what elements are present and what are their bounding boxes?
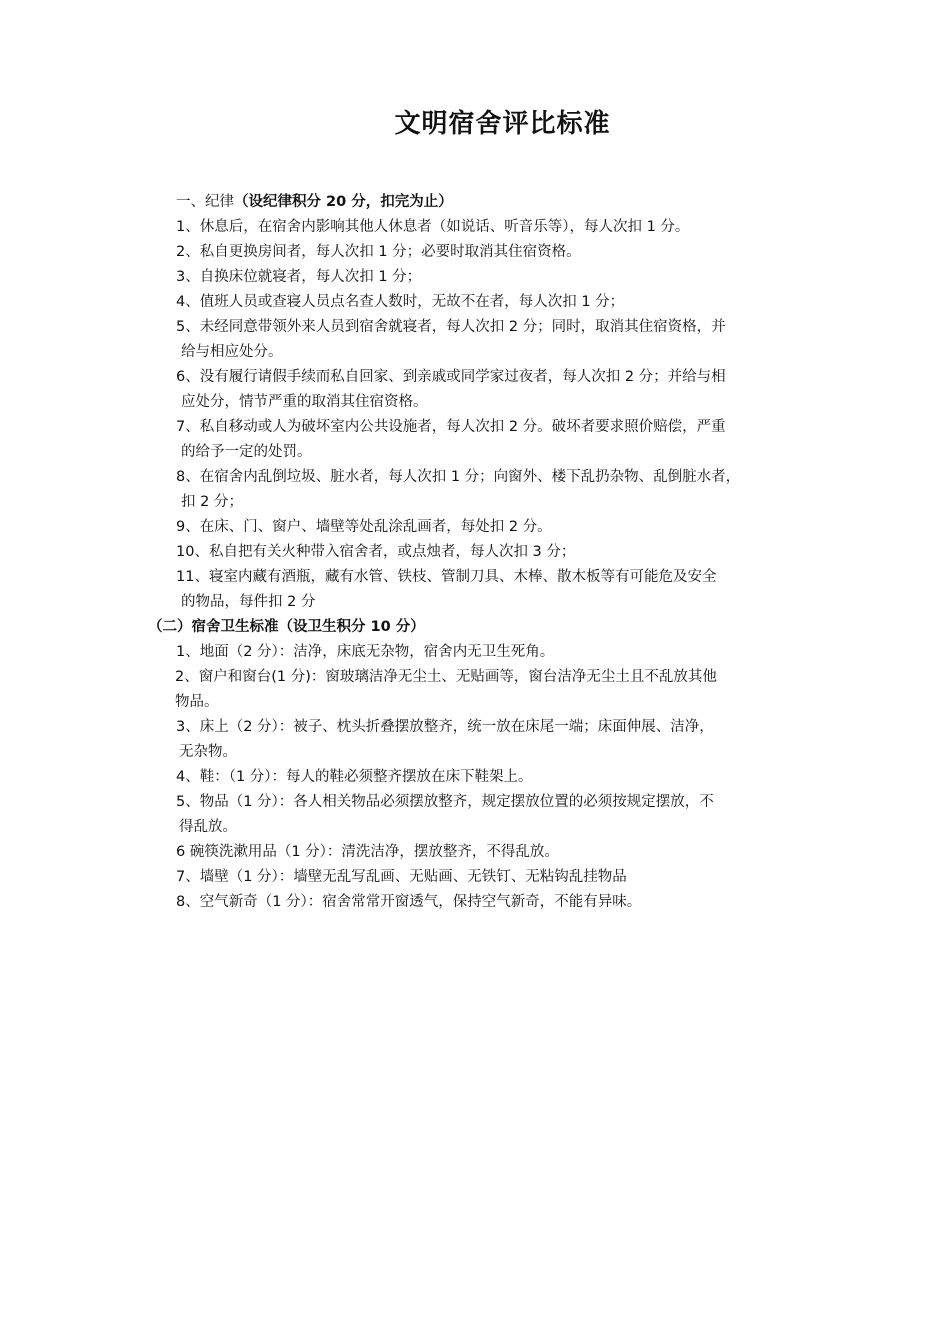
list-item-continuation: 扣 2 分； bbox=[181, 494, 243, 510]
list-item: 6 碗筷洗漱用品（1 分）：清洗洁净，摆放整齐，不得乱放。 bbox=[176, 844, 559, 860]
list-item: 7、墙壁（1 分）：墙壁无乱写乱画、无贴画、无铁钉、无粘钩乱挂物品 bbox=[176, 869, 627, 885]
list-item: 11、寝室内藏有酒瓶，藏有水管、铁枝、管制刀具、木棒、散木板等有可能危及安全 bbox=[176, 569, 717, 585]
section-heading-discipline bbox=[148, 190, 828, 215]
list-item: 3、自换床位就寝者，每人次扣 1 分； bbox=[176, 269, 422, 285]
section-heading-hygiene: （二）宿舍卫生标准（设卫生积分 10 分） bbox=[148, 619, 425, 635]
document-body bbox=[148, 190, 828, 915]
list-item-continuation: 得乱放。 bbox=[179, 819, 237, 835]
section-heading-prefix: 一、纪律 bbox=[176, 194, 234, 210]
list-item: 1、休息后，在宿舍内影响其他人休息者（如说话、听音乐等），每人次扣 1 分。 bbox=[176, 219, 690, 235]
list-item: 8、在宿舍内乱倒垃圾、脏水者，每人次扣 1 分；向窗外、楼下乱扔杂物、乱倒脏水者， bbox=[176, 469, 741, 485]
list-item: 1、地面（2 分）：洁净，床底无杂物，宿舍内无卫生死角。 bbox=[176, 644, 555, 660]
list-item: 5、未经同意带领外来人员到宿舍就寝者，每人次扣 2 分；同时，取消其住宿资格，并 bbox=[176, 319, 726, 335]
list-item: 3、床上（2 分）：被子、枕头折叠摆放整齐，统一放在床尾一端；床面伸展、洁净， bbox=[176, 719, 714, 735]
list-item: 2、窗户和窗台(1 分)：窗玻璃洁净无尘土、无贴画等，窗台洁净无尘土且不乱放其他 bbox=[175, 669, 717, 685]
list-item: 5、物品（1 分）：各人相关物品必须摆放整齐，规定摆放位置的必须按规定摆放，不 bbox=[176, 794, 714, 810]
list-item: 6、没有履行请假手续而私自回家、到亲戚或同学家过夜者，每人次扣 2 分；并给与相 bbox=[176, 369, 726, 385]
list-item: 7、私自移动或人为破坏室内公共设施者，每人次扣 2 分。破坏者要求照价赔偿，严重 bbox=[176, 419, 726, 435]
list-item-continuation: 物品。 bbox=[175, 694, 219, 710]
list-item-continuation: 应处分，情节严重的取消其住宿资格。 bbox=[181, 394, 428, 410]
list-item: 10、私自把有关火种带入宿舍者，或点烛者，每人次扣 3 分； bbox=[176, 544, 576, 560]
list-item-continuation: 的物品，每件扣 2 分 bbox=[181, 594, 316, 610]
section-heading-note: （设纪律积分 20 分，扣完为止） bbox=[234, 194, 453, 210]
list-item: 2、私自更换房间者，每人次扣 1 分；必要时取消其住宿资格。 bbox=[176, 244, 581, 260]
list-item: 9、在床、门、窗户、墙壁等处乱涂乱画者，每处扣 2 分。 bbox=[176, 519, 552, 535]
list-item-continuation: 无杂物。 bbox=[179, 744, 237, 760]
list-item: 8、空气新奇（1 分）：宿舍常常开窗透气，保持空气新奇，不能有异味。 bbox=[176, 894, 642, 910]
list-item-continuation: 的给予一定的处罚。 bbox=[181, 444, 312, 460]
list-item-continuation: 给与相应处分。 bbox=[181, 344, 283, 360]
list-item: 4、值班人员或查寝人员点名查人数时，无故不在者，每人次扣 1 分； bbox=[176, 294, 625, 310]
list-item: 4、鞋：（1 分）：每人的鞋必须整齐摆放在床下鞋架上。 bbox=[176, 769, 533, 785]
document-title: 文明宿舍评比标准 bbox=[394, 109, 611, 139]
